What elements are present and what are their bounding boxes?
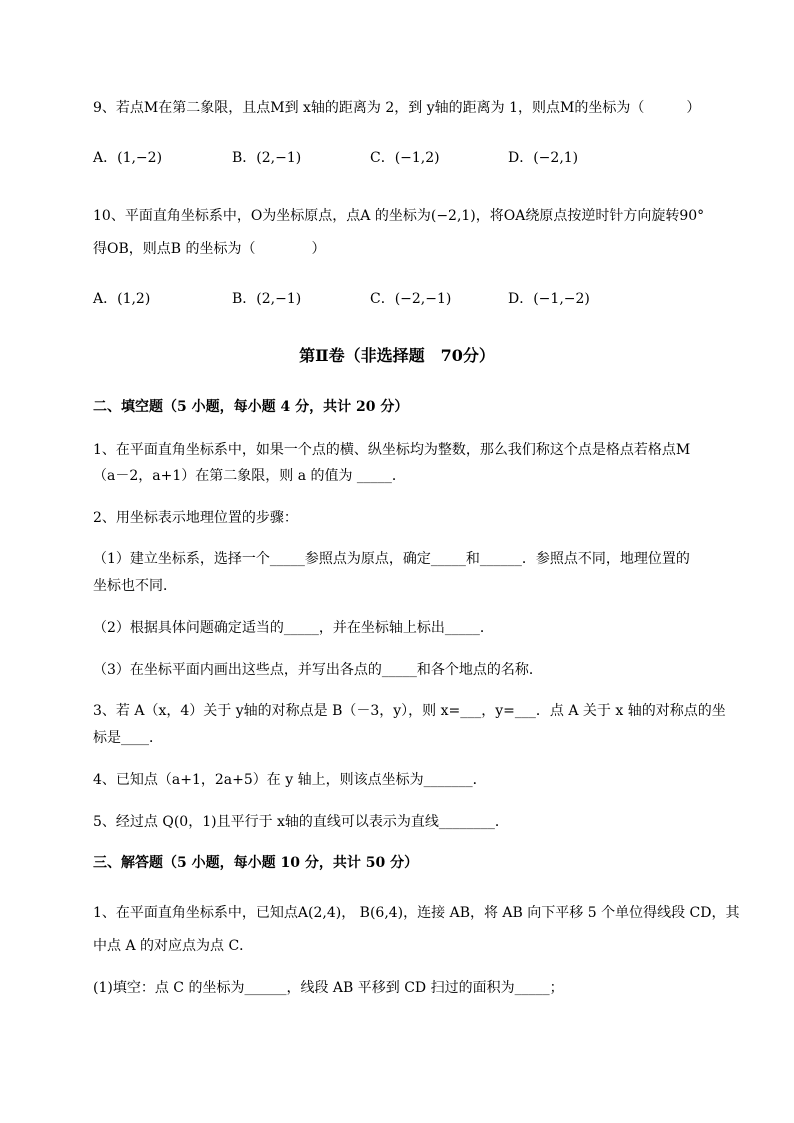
q10-option-a: A．(1,2): [93, 291, 151, 307]
s2-item-4: 4、已知点（a+1，2a+5）在 y 轴上，则该点坐标为_______．: [93, 772, 487, 788]
part2-title: 第Ⅱ卷（非选择题 70分）: [299, 346, 495, 365]
q9-option-b: B．(2,−1): [232, 150, 302, 166]
q9-option-c: C．(−1,2): [370, 150, 440, 166]
s2-item-3-line2: 标是____．: [93, 730, 163, 746]
s2-item-2-step2: （2）根据具体问题确定适当的_____，并在坐标轴上标出_____．: [93, 620, 494, 636]
q10-option-d: D．(−1,−2): [508, 291, 590, 307]
s2-item-2-step1-line2: 坐标也不同．: [93, 578, 177, 594]
s2-item-3-line1: 3、若 A（x，4）关于 y轴的对称点是 B（－3，y），则 x=___，y=___．点 A 关于 x 轴的对称点的坐: [93, 703, 726, 719]
q9-option-a: A．(1,−2): [93, 150, 163, 166]
section2-heading: 二、填空题（5 小题，每小题 4 分，共计 20 分）: [93, 399, 409, 415]
q9-stem: 9、若点M在第二象限，且点M到 x轴的距离为 2，到 y轴的距离为 1，则点M的坐标为（ ）: [93, 100, 701, 116]
s2-item-2-step1-line1: （1）建立坐标系，选择一个_____参照点为原点，确定_____和______．参照点不同，地理位置的: [93, 551, 690, 567]
q9-option-d: D．(−2,1): [508, 150, 579, 166]
q10-option-c: C．(−2,−1): [370, 291, 452, 307]
s3-item-1-line2: 中点 A 的对应点为点 C．: [93, 938, 254, 954]
s2-item-5: 5、经过点 Q(0，1)且平行于 x轴的直线可以表示为直线________．: [93, 814, 509, 830]
s2-item-2-heading: 2、用坐标表示地理位置的步骤：: [93, 510, 298, 526]
s3-item-1-sub1: (1)填空：点 C 的坐标为______，线段 AB 平移到 CD 扫过的面积为_____；: [93, 980, 564, 996]
section3-heading: 三、解答题（5 小题，每小题 10 分，共计 50 分）: [93, 855, 419, 871]
s2-item-1-line2: （a－2，a+1）在第二象限，则 a 的值为 _____．: [93, 468, 406, 484]
q10-stem-line1: 10、平面直角坐标系中，O为坐标原点，点A 的坐标为(−2,1)，将OA绕原点按逆时针方向旋转90°: [93, 208, 705, 224]
q10-option-b: B．(2,−1): [232, 291, 302, 307]
s2-item-2-step3: （3）在坐标平面内画出这些点，并写出各点的_____和各个地点的名称．: [93, 662, 543, 678]
q10-stem-line2: 得OB，则点B 的坐标为（ ）: [93, 241, 326, 257]
s3-item-1-line1: 1、在平面直角坐标系中，已知点A(2,4)， B(6,4)，连接 AB，将 AB 向下平移 5 个单位得线段 CD，其: [93, 905, 740, 921]
s2-item-1-line1: 1、在平面直角坐标系中，如果一个点的横、纵坐标均为整数，那么我们称这个点是格点若格点M: [93, 442, 691, 458]
